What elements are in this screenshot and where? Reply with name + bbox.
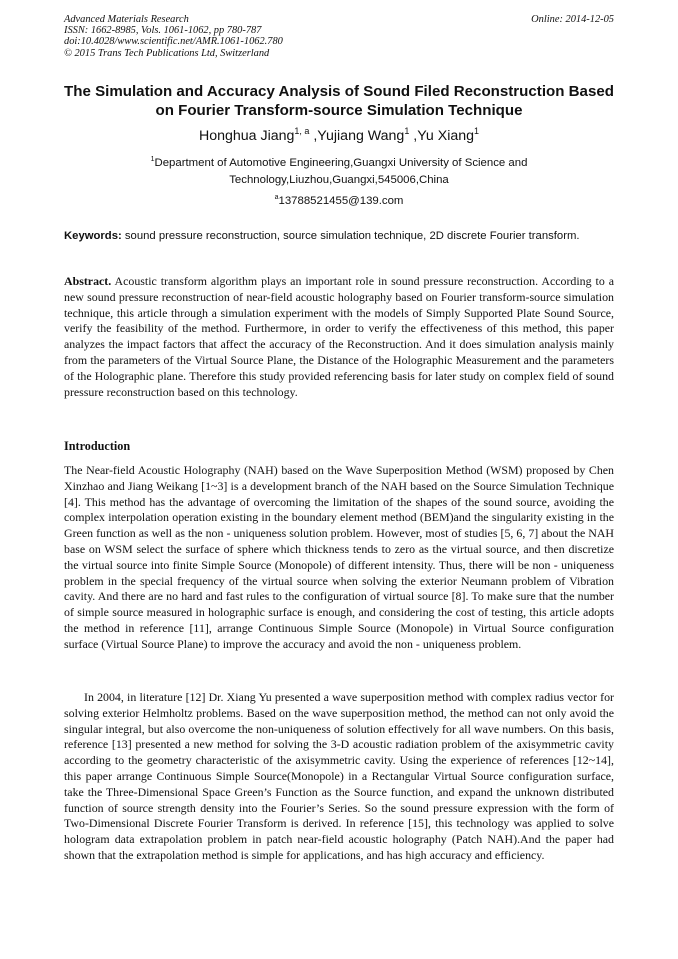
journal-name: Advanced Materials Research: [64, 14, 189, 25]
abstract-text: Acoustic transform algorithm plays an important role in sound pressure reconstruction. According to a new sound pressure reconstruction of near-field acoustic holography based on Fourier transform-source simulation technique, this article through a simulation experiment with the models of Simply Supported Plate Sound Source, verify the feasibility of the method. Furthermore, in order to verify the effectiveness of this method, this paper analyzes the impact factors that affect the accuracy of the Reconstruction. And it does simulation analysis mainly from the parameters of the Virtual Source Plane, the Distance of the Holographic Measurement and the parameters of the Holographic plane. Therefore this study provided referencing basis for later study on complex field of sound pressure reconstruction based on this technology.: [64, 274, 614, 399]
affiliation-superscript: 1: [150, 156, 155, 163]
email-line: [0, 193, 678, 209]
author-name: Honghua Jiang: [198, 128, 295, 144]
author-name: ,Yujiang Wang: [309, 128, 405, 144]
online-date: Online: 2014-12-05: [531, 14, 614, 25]
keywords-text: sound pressure reconstruction, source simulation technique, 2D discrete Fourier transform.: [121, 230, 580, 242]
keywords-section: [64, 229, 614, 245]
author-superscript: 1, a: [294, 126, 310, 136]
copyright-line: © 2015 Trans Tech Publications Ltd, Switzerland: [64, 47, 270, 59]
affiliation-text: Department of Automotive Engineering,Guangxi University of Science and Technology,Liuzhou,Guangxi,545006,China: [154, 157, 528, 186]
author-name: ,Yu Xiang: [409, 128, 475, 144]
introduction-paragraph-2: In 2004, in literature [12] Dr. Xiang Yu presented a wave superposition method with complex radius vector for solving exterior Helmholtz problems. Based on the wave superposition method, the method can not only avoid the singular integral, but also overcome the non-uniqueness of solution effectively for all wave numbers. On this basis, reference [13] presented a new method for solving the 3-D acoustic radiation problem of the axisymmetric cavity according to the geometry characteristic of the axisymmetric cavity. Using the experience of references [12~14], this paper arrange Continuous Simple Source(Monopole) in a Rectangular Virtual Source configuration surface, take the Three-Dimensional Space Green’s Function as the Source function, and expand the unknown distributed function of source strength density into the Fourier’s Series. So the sound pressure expression with the form of Two-Dimensional Discrete Fourier Transform is derived. In reference [15], this technology was applied to solve hologram data extrapolation problem in patch near-field acoustic holography (Patch NAH).And the paper had shown that the extrapolation method is simple for applications, and has high accuracy and efficiency.: [64, 690, 614, 862]
abstract-label: Abstract.: [64, 274, 112, 288]
journal-header: [64, 14, 614, 59]
author-superscript: 1: [404, 126, 410, 136]
introduction-paragraph-1: The Near-field Acoustic Holography (NAH) based on the Wave Superposition Method (WSM) proposed by Chen Xinzhao and Jiang Weikang [1~3] is a development branch of the NAH based on the Source Simulation Technique [4]. This method has the advantage of overcoming the limitation of the shapes of the sound source, avoiding the complex interpolation operation existing in the boundary element method (BEM)and the singularity existing in the Green function as well as the non - uniqueness solution problem. However, most of studies [5, 6, 7] about the NAH base on WSM select the surface of sphere which thickness tends to zero as the virtual source, and then discretize the virtual source into finite Simple Source (Monopole) of different intensity. Thus, there will be non - uniqueness problem in the special frequency of the virtual source when solving the exterior Neumann problem of Vibration cavity. And there are no hard and fast rules to the configuration of virtual source [8]. To make sure that the number of simple source measured in holographic surface is enough, and considering the cost of testing, this article adopts the method in reference [11], arrange Continuous Simple Source (Monopole) in Virtual Source configuration surface (Virtual Source Plane) to improve the accuracy and avoid the non - uniqueness problem.: [64, 463, 614, 651]
author-superscript: 1: [474, 126, 480, 136]
issn-line: ISSN: 1662-8985, Vols. 1061-1062, pp 780-787: [64, 25, 262, 37]
email-address[interactable]: 13788521455@139.com: [278, 195, 404, 207]
email-superscript: a: [274, 194, 279, 201]
abstract-section: [64, 274, 614, 400]
doi-line: doi:10.4028/www.scientific.net/AMR.1061-1062.780: [64, 36, 283, 48]
author-list: [0, 127, 678, 145]
paper-title: The Simulation and Accuracy Analysis of Sound Filed Reconstruction Based on Fourier Transform-source Simulation Technique: [64, 83, 614, 119]
affiliation: [90, 155, 588, 188]
keywords-label: Keywords:: [64, 230, 122, 242]
introduction-heading: Introduction: [64, 439, 131, 453]
